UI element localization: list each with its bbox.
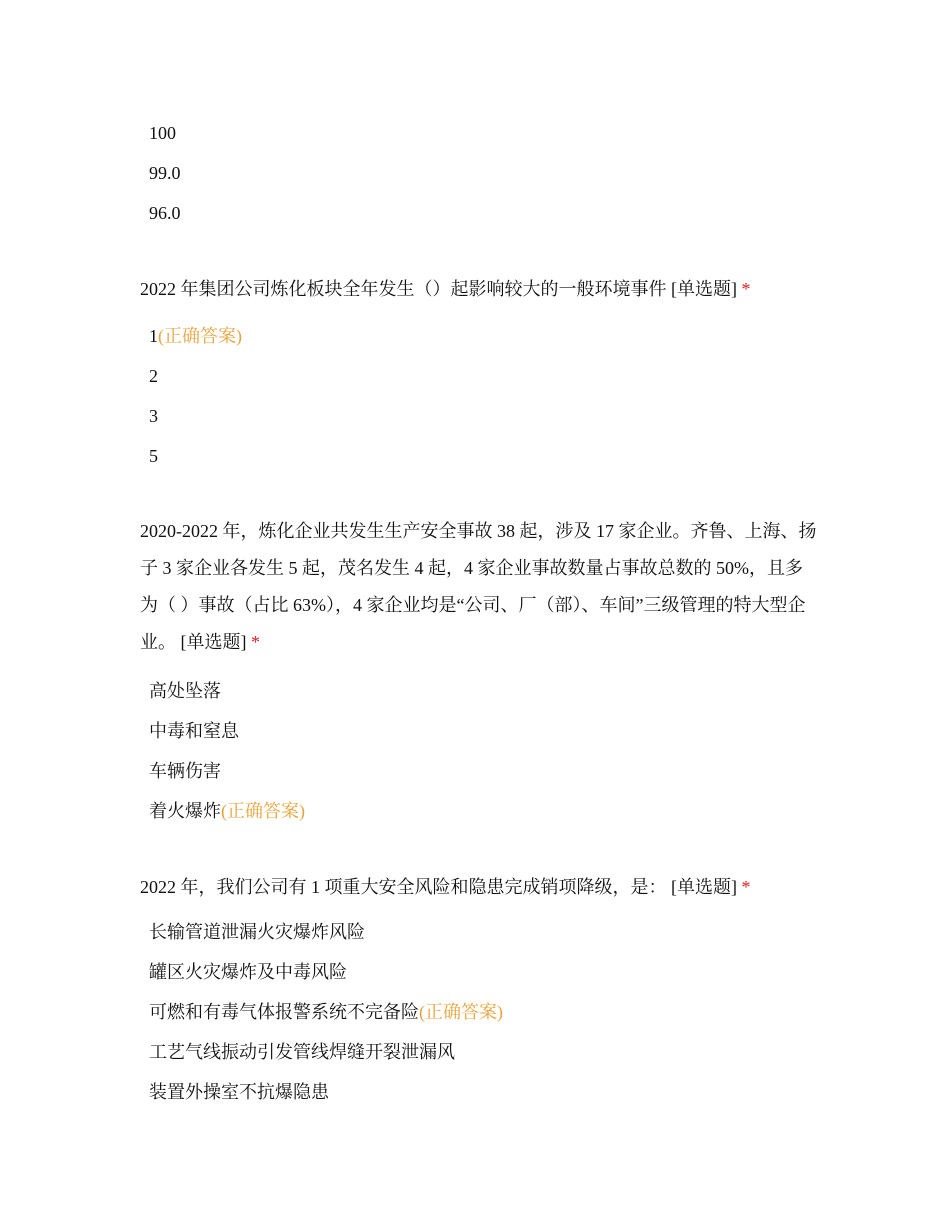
q3-option[interactable]: 长输管道泄漏火灾爆炸风险: [149, 922, 365, 942]
q3-options: [149, 912, 503, 1112]
correct-answer-tag: (正确答案): [419, 1002, 503, 1022]
question-type: [单选题]: [180, 632, 247, 652]
question-type: [单选题]: [671, 877, 737, 897]
q2-option[interactable]: 着火爆炸(正确答案): [149, 801, 305, 821]
q3-option[interactable]: 可燃和有毒气体报警系统不完备险(正确答案): [149, 1002, 503, 1022]
q3-option[interactable]: 工艺气线振动引发管线焊缝开裂泄漏风: [149, 1042, 455, 1062]
q2-option[interactable]: 高处坠落: [149, 681, 221, 701]
required-asterisk: *: [251, 632, 260, 652]
q0-option[interactable]: 99.0: [149, 163, 181, 183]
question-type: [单选题]: [671, 279, 737, 299]
required-asterisk: *: [741, 279, 751, 299]
question-title: 2022 年，我们公司有 1 项重大安全风险和隐患完成销项降级，是： [单选题] *: [140, 877, 751, 897]
question-title: 2020-2022 年，炼化企业共发生生产安全事故 38 起，涉及 17 家企业。齐鲁、上海、扬子 3 家企业各发生 5 起，茂名发生 4 起，4 家企业事故数量占事故总数的 50%，且多为（ ）事故（占比 63%），4 家企业均是“公司、厂（部）、车间”三级管理的特大型企业。 [单选题] *: [140, 521, 817, 652]
q2-option[interactable]: 中毒和窒息: [149, 721, 239, 741]
q1-option[interactable]: 3: [149, 406, 158, 426]
correct-answer-tag: (正确答案): [158, 326, 242, 346]
q1-option[interactable]: 5: [149, 446, 158, 466]
correct-answer-tag: (正确答案): [221, 801, 305, 821]
q1-option[interactable]: 1(正确答案): [149, 326, 242, 346]
q3-option[interactable]: 罐区火灾爆炸及中毒风险: [149, 962, 347, 982]
q2-options: [149, 671, 305, 831]
q1-option[interactable]: 2: [149, 366, 158, 386]
question-title: 2022 年集团公司炼化板块全年发生（）起影响较大的一般环境事件 [单选题] *: [140, 279, 751, 299]
q0-option[interactable]: 96.0: [149, 203, 181, 223]
q1-options: [149, 316, 242, 476]
q0-options: [149, 113, 181, 233]
q3-option[interactable]: 装置外操室不抗爆隐患: [149, 1082, 329, 1102]
q2-option[interactable]: 车辆伤害: [149, 761, 221, 781]
q0-option[interactable]: 100: [149, 123, 176, 143]
required-asterisk: *: [741, 877, 751, 897]
